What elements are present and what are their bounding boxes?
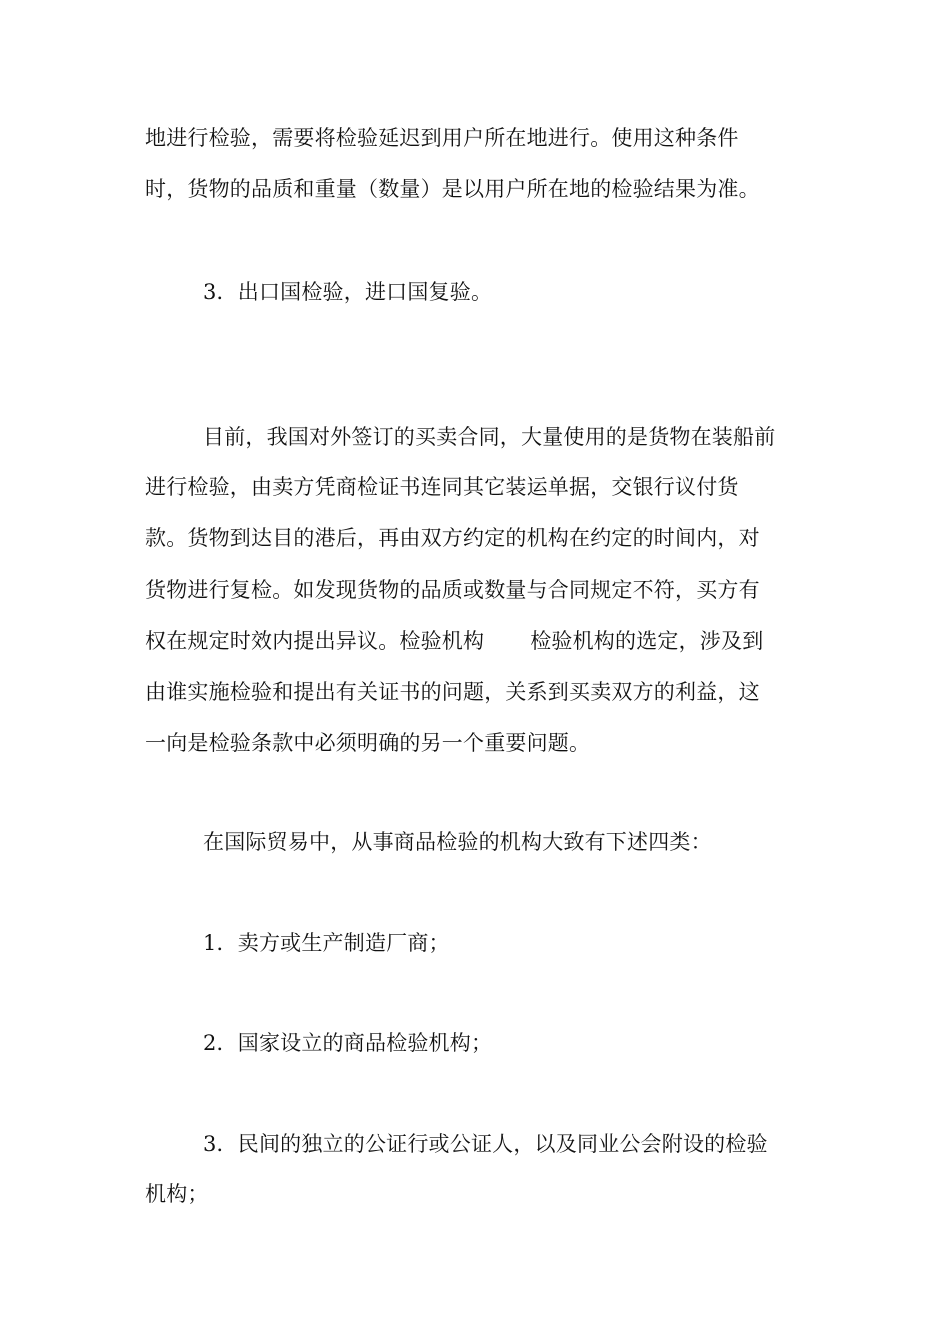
list-item-continuation: 机构； [145, 1182, 209, 1206]
paragraph-text-segment: 权在规定时效内提出异议。检验机构 [145, 629, 485, 653]
paragraph-line: 在国际贸易中，从事商品检验的机构大致有下述四类： [203, 830, 712, 854]
paragraph-line: 货物进行复检。如发现货物的品质或数量与合同规定不符，买方有 [145, 578, 760, 602]
paragraph-text-segment: 检验机构的选定，涉及到 [530, 629, 764, 653]
list-item: 2．国家设立的商品检验机构； [203, 1031, 493, 1055]
list-heading: 3．出口国检验，进口国复验。 [203, 280, 493, 304]
paragraph-line: 地进行检验，需要将检验延迟到用户所在地进行。使用这种条件 [145, 126, 739, 150]
paragraph-line: 由谁实施检验和提出有关证书的问题，关系到买卖双方的利益，这 [145, 680, 760, 704]
list-item: 1．卖方或生产制造厂商； [203, 931, 450, 955]
list-item: 3．民间的独立的公证行或公证人，以及同业公会附设的检验 [203, 1132, 768, 1156]
paragraph-line [145, 626, 763, 656]
paragraph-line: 时，货物的品质和重量（数量）是以用户所在地的检验结果为准。 [145, 177, 760, 201]
paragraph-line: 款。货物到达目的港后，再由双方约定的机构在约定的时间内，对 [145, 526, 760, 550]
paragraph-line: 一向是检验条款中必须明确的另一个重要问题。 [145, 731, 591, 755]
paragraph-line: 目前，我国对外签订的买卖合同，大量使用的是货物在装船前 [203, 425, 776, 449]
paragraph-line: 进行检验，由卖方凭商检证书连同其它装运单据，交银行议付货 [145, 475, 739, 499]
